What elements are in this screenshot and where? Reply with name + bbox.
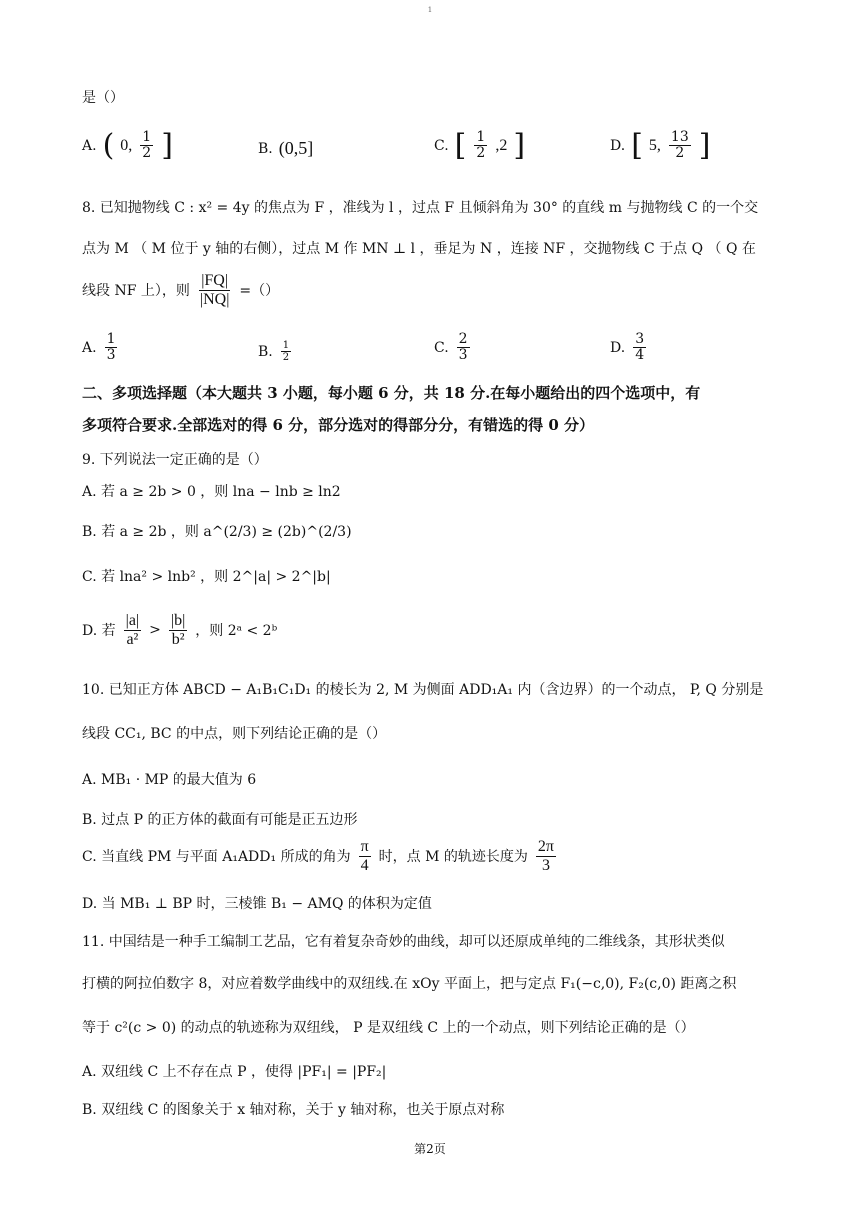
fraction-denominator: 3 [541, 856, 550, 874]
fraction-numerator: |b| [170, 612, 186, 629]
q7-option-a [82, 127, 173, 163]
fraction-b [169, 612, 187, 648]
q10-option-c [82, 838, 558, 874]
q11-option-b: B. 双纽线 C 的图象关于 x 轴对称，关于 y 轴对称，也关于原点对称 [82, 1102, 505, 1118]
q9-stem: 9. 下列说法一定正确的是（） [82, 452, 268, 468]
q8-line-2: 点为 M （ M 位于 y 轴的右侧），过点 M 作 MN ⊥ l ，垂足为 N ，连接 NF ，交抛物线 C 于点 Q （ Q 在 [82, 241, 756, 257]
q8-option-a [82, 332, 119, 364]
q9-option-d-suffix: ，则 2ᵃ < 2ᵇ [195, 623, 278, 640]
fraction-numerator: 1 [476, 129, 486, 145]
fraction-numerator: 3 [635, 331, 645, 347]
q8-option-d [610, 332, 648, 364]
interval-close: ] [698, 127, 711, 163]
fraction-denominator: |NQ| [199, 290, 230, 308]
fraction-denominator: 3 [106, 347, 116, 364]
fraction-numerator: 1 [142, 129, 152, 145]
fraction-denominator: b² [171, 630, 185, 648]
fraction-denominator: 2 [476, 145, 486, 162]
q9-option-a: A. 若 a ≥ 2b > 0 ，则 lna − lnb ≥ ln2 [82, 484, 341, 500]
q7-continuation: 是（） [82, 90, 124, 106]
option-fraction [281, 340, 291, 363]
fraction-numerator: π [360, 838, 369, 855]
option-letter: A. [82, 339, 97, 356]
q8-option-c [434, 332, 472, 364]
interval-fraction [669, 130, 691, 162]
interval-open: [ [454, 127, 467, 163]
fraction-denominator: 3 [458, 347, 468, 364]
fraction-numerator: 2π [537, 838, 554, 855]
option-letter: B. [258, 140, 273, 157]
q10-option-a: A. MB₁ · MP 的最大值为 6 [82, 772, 257, 788]
q9-option-b: B. 若 a ≥ 2b ，则 a^(2/3) ≥ (2b)^(2/3) [82, 524, 352, 540]
page-mark: 1 [427, 6, 433, 14]
q8-line-1: 8. 已知抛物线 C : x² = 4y 的焦点为 F ，准线为 l ，过点 F 且倾斜角为 30° 的直线 m 与抛物线 C 的一个交 [82, 200, 759, 216]
q10-line-2: 线段 CC₁, BC 的中点，则下列结论正确的是（） [82, 726, 387, 742]
option-letter: A. [82, 137, 97, 154]
fraction-numerator: 2 [458, 331, 468, 347]
fraction-denominator: 2 [142, 145, 152, 162]
q7-option-c [434, 127, 526, 163]
fraction-numerator: |a| [125, 612, 140, 629]
q8-line-3-suffix: =（） [239, 283, 280, 300]
q10-line-1: 10. 已知正方体 ABCD − A₁B₁C₁D₁ 的棱长为 2, M 为侧面 ADD₁A₁ 内（含边界）的一个动点， P, Q 分别是 [82, 682, 764, 698]
q10-option-b: B. 过点 P 的正方体的截面有可能是正五边形 [82, 812, 358, 828]
q11-option-a: A. 双纽线 C 上不存在点 P ，使得 |PF₁| = |PF₂| [82, 1064, 387, 1080]
option-fraction [457, 332, 470, 364]
q10-option-c-prefix: C. 当直线 PM 与平面 A₁ADD₁ 所成的角为 [82, 849, 351, 866]
fraction-denominator: 2 [282, 352, 290, 363]
option-letter: C. [434, 339, 449, 356]
option-fraction [633, 332, 646, 364]
interval-close: ] [161, 127, 173, 163]
option-letter: D. [610, 339, 626, 356]
fraction-numerator: 13 [670, 129, 689, 145]
angle-fraction [359, 838, 371, 874]
page-footer: 第2页 [414, 1142, 446, 1156]
fraction-numerator: |FQ| [201, 272, 229, 289]
fraction-denominator: 4 [635, 347, 645, 364]
q11-line-3: 等于 c²(c > 0) 的动点的轨迹称为双纽线， P 是双纽线 C 上的一个动点，则下列结论正确的是（） [82, 1020, 695, 1036]
q11-line-1: 11. 中国结是一种手工编制工艺品，它有着复杂奇妙的曲线，却可以还原成单纯的二维线条，其形状类似 [82, 934, 725, 950]
option-fraction [105, 332, 118, 364]
q10-option-c-middle: 时，点 M 的轨迹长度为 [378, 849, 528, 866]
fraction-a [124, 612, 142, 648]
section-heading-line-1: 二、多项选择题（本大题共 3 小题，每小题 6 分，共 18 分.在每小题给出的四个选项中，有 [82, 384, 701, 402]
fraction-denominator: 4 [360, 856, 369, 874]
length-fraction [536, 838, 556, 874]
interval-fraction [140, 130, 153, 162]
interval-rhs: ,2 [495, 136, 508, 154]
q9-option-d: D. 若 $\frac{|a|}{\text{a²}}$ > $\frac{|b|}{\text{b²}}$ ，则 2ᵃ < 2ᵇ [82, 612, 278, 648]
fraction-denominator: 2 [675, 145, 685, 162]
section-heading-line-2: 多项符合要求.全部选对的得 6 分，部分选对的得部分分，有错选的得 0 分） [82, 416, 594, 434]
q7-option-b [258, 138, 313, 159]
interval-fraction [474, 130, 487, 162]
interval-text: (0,5] [278, 138, 314, 158]
q8-option-b [258, 340, 293, 363]
interval-lhs: 0, [120, 136, 133, 154]
fraction-denominator: a² [126, 630, 139, 648]
fraction-numerator: 1 [282, 340, 290, 351]
interval-close: ] [513, 127, 526, 163]
option-letter: C. [434, 137, 449, 154]
q8-line-3 [82, 272, 279, 308]
q10-option-d: D. 当 MB₁ ⊥ BP 时，三棱锥 B₁ − AMQ 的体积为定值 [82, 896, 432, 912]
q11-line-2: 打横的阿拉伯数字 8，对应着数学曲线中的双纽线.在 xOy 平面上，把与定点 F₁(−c,0), F₂(c,0) 距离之积 [82, 976, 737, 992]
fraction-numerator: 1 [106, 331, 116, 347]
q9-option-c: C. 若 lna² > lnb² ，则 2^|a| > 2^|b| [82, 569, 331, 585]
q8-line-3-prefix: 线段 NF 上），则 [82, 283, 190, 300]
option-letter: B. [258, 343, 273, 360]
q9-option-d-prefix: D. 若 [82, 623, 116, 640]
ratio-fraction [198, 272, 232, 308]
interval-open: [ [631, 127, 643, 163]
q7-option-d [610, 127, 711, 163]
interval-open: ( [102, 127, 115, 163]
interval-lhs: 5, [648, 136, 661, 154]
option-letter: D. [610, 137, 626, 154]
